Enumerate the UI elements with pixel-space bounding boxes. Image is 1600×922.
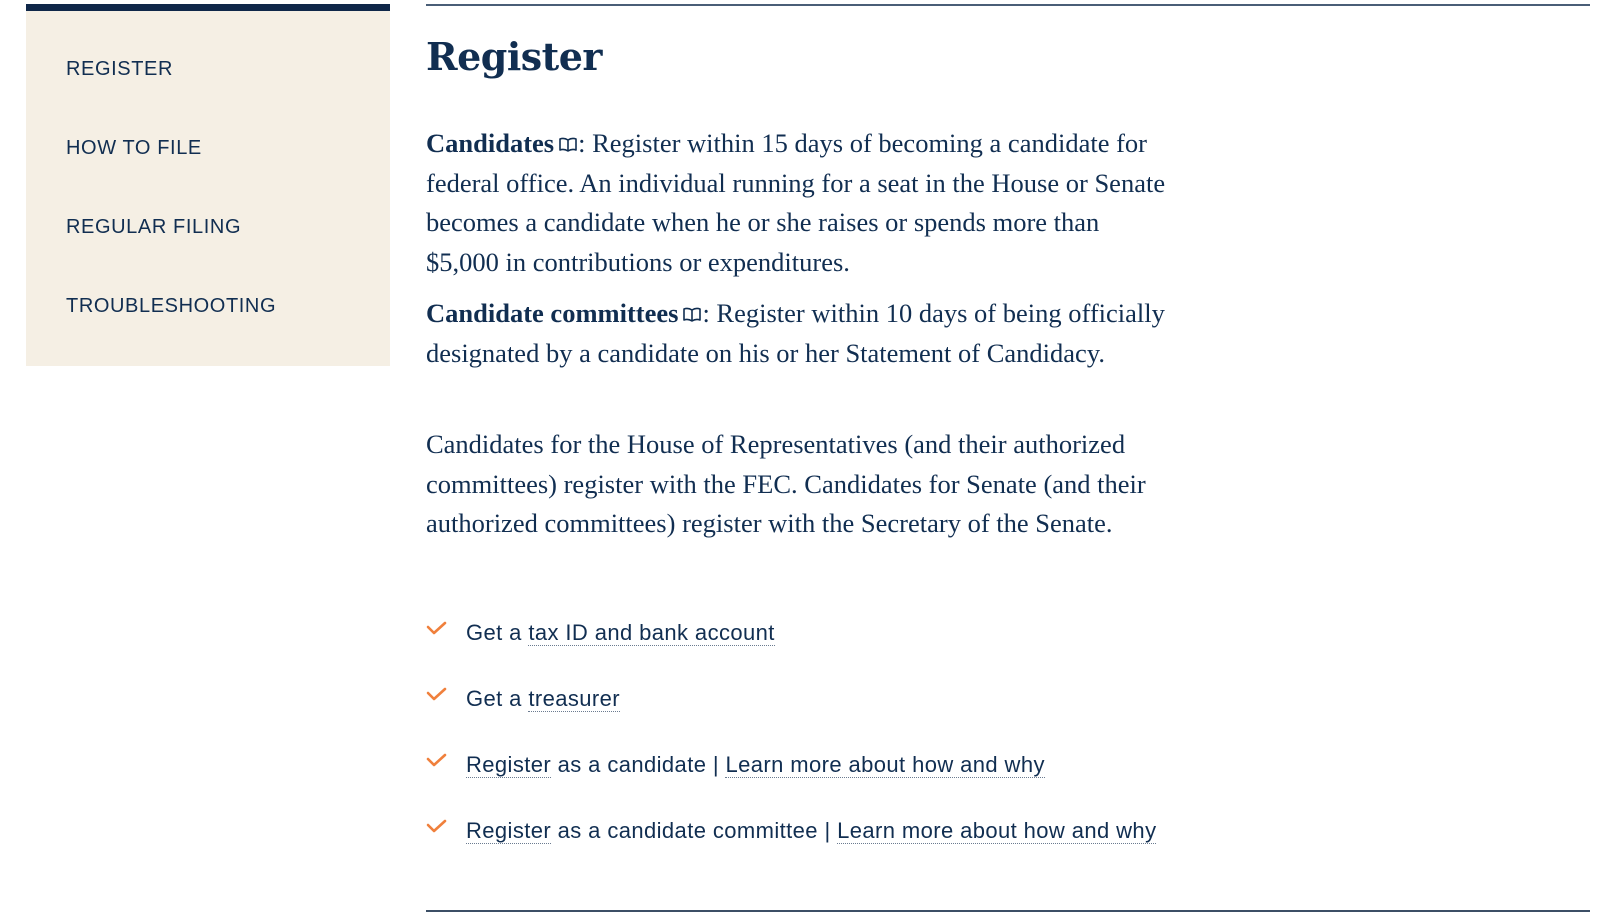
sidebar-item-troubleshooting[interactable]: TROUBLESHOOTING xyxy=(66,295,277,317)
top-divider xyxy=(426,4,1590,6)
learn-more-candidate-link[interactable]: Learn more about how and why xyxy=(725,752,1045,777)
checklist-middle-text: as a candidate | xyxy=(551,752,726,777)
candidates-paragraph xyxy=(426,124,1166,282)
house-senate-paragraph: Candidates for the House of Representatives (and their authorized committees) register with the FEC. Candidates for Senate (and their authorized committees) register with the Secretary of the Senate. xyxy=(426,429,1146,538)
check-icon xyxy=(426,818,448,836)
candidate-committees-text: : Register within 10 days of being officially designated by a candidate on his or her Statement of Candidacy. xyxy=(426,298,1165,368)
glossary-book-icon[interactable] xyxy=(683,307,701,323)
sidebar-item-register[interactable]: REGISTER xyxy=(66,58,174,80)
check-icon xyxy=(426,620,448,638)
bottom-divider xyxy=(426,910,1590,912)
tax-id-bank-account-link[interactable]: tax ID and bank account xyxy=(528,620,775,645)
sidebar-item-regular-filing[interactable]: REGULAR FILING xyxy=(66,216,242,238)
checklist-prefix: Get a xyxy=(466,686,529,711)
sidebar-item-how-to-file[interactable]: HOW TO FILE xyxy=(66,137,202,159)
glossary-book-icon[interactable] xyxy=(559,137,577,153)
register-committee-link[interactable]: Register xyxy=(466,818,552,843)
treasurer-link[interactable]: treasurer xyxy=(528,686,620,711)
page-title: Register xyxy=(426,34,602,79)
glossary-term-candidates[interactable]: Candidates xyxy=(426,128,555,158)
side-navigation xyxy=(26,4,390,366)
check-icon xyxy=(426,752,448,770)
glossary-term-candidate-committees[interactable]: Candidate committees xyxy=(426,298,679,328)
candidates-text: : Register within 15 days of becoming a candidate for federal office. An individual running for a seat in the House or Senate becomes a candidate when he or she raises or spends more than $5,000 in contributions or expenditures. xyxy=(426,128,1166,277)
candidate-committees-paragraph xyxy=(426,294,1166,373)
check-icon xyxy=(426,686,448,704)
checklist-middle-text: as a candidate committee | xyxy=(551,818,838,843)
checklist-prefix: Get a xyxy=(466,620,529,645)
register-candidate-link[interactable]: Register xyxy=(466,752,552,777)
learn-more-committee-link[interactable]: Learn more about how and why xyxy=(837,818,1157,843)
